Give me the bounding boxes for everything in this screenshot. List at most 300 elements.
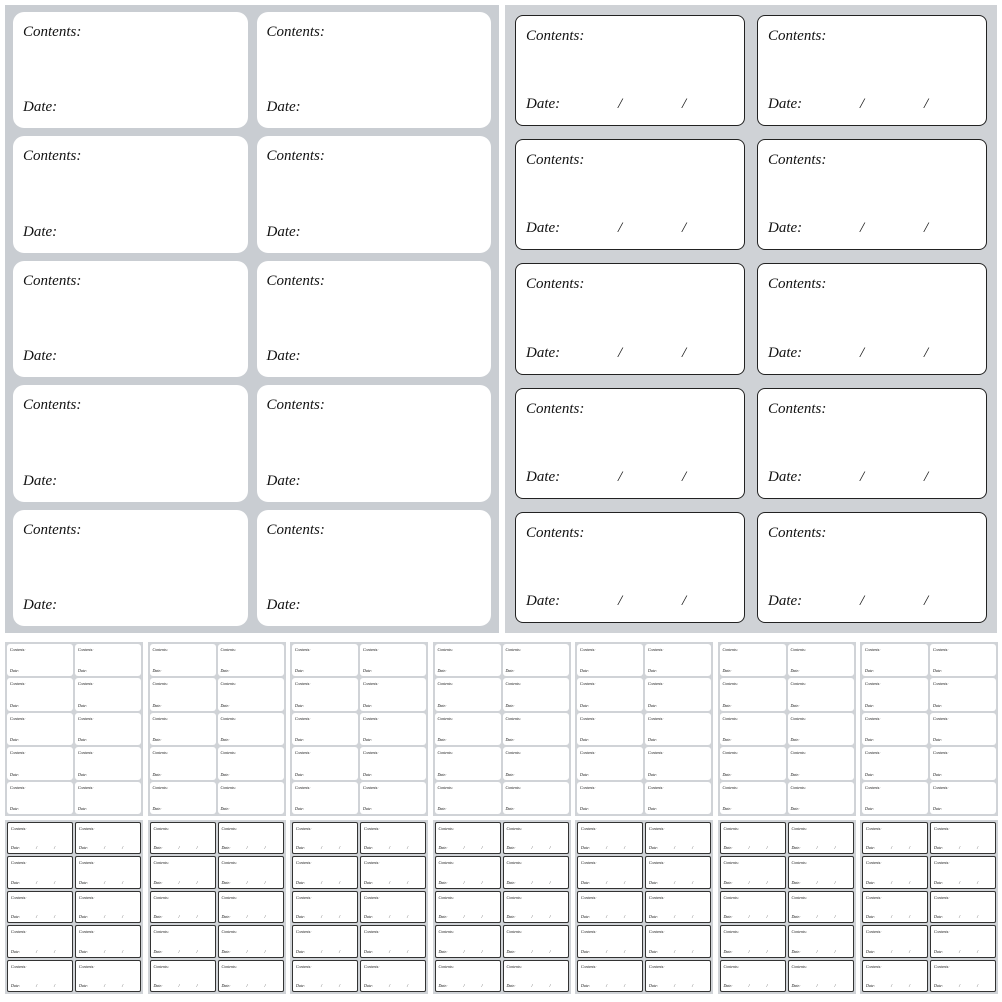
contents-label: Contents: xyxy=(506,963,523,969)
date-slash: / xyxy=(264,982,266,988)
date-slash: / xyxy=(674,845,676,851)
contents-label: Contents: xyxy=(865,784,881,790)
date-slash: / xyxy=(909,914,911,920)
date-slash: / xyxy=(682,344,687,361)
date-slash: / xyxy=(748,982,750,988)
date-label: Date: xyxy=(437,702,447,708)
storage-label xyxy=(862,960,928,992)
date-label: Date: xyxy=(768,344,803,361)
contents-label: Contents: xyxy=(266,148,325,165)
storage-label xyxy=(435,925,501,957)
date-slash: / xyxy=(682,468,687,485)
contents-label: Contents: xyxy=(363,681,379,687)
date-slash: / xyxy=(674,914,676,920)
contents-label: Contents: xyxy=(10,681,26,687)
contents-label: Contents: xyxy=(364,894,380,900)
storage-label xyxy=(862,891,928,923)
contents-label: Contents: xyxy=(437,750,454,756)
date-label: Date: xyxy=(220,737,230,743)
date-slash: / xyxy=(860,96,865,113)
contents-label: Contents: xyxy=(220,715,237,721)
date-label: Date: xyxy=(23,223,58,240)
thumbnail-sheet-bordered xyxy=(433,820,571,994)
date-slash: / xyxy=(321,845,323,851)
storage-label xyxy=(862,782,928,814)
date-slash: / xyxy=(606,845,608,851)
date-label: Date: xyxy=(221,879,231,885)
date-slash: / xyxy=(104,914,106,920)
date-label: Date: xyxy=(865,771,875,777)
date-label: Date: xyxy=(11,879,21,885)
date-slash: / xyxy=(389,845,391,851)
contents-label: Contents: xyxy=(791,826,808,831)
date-slash: / xyxy=(122,948,124,954)
date-slash: / xyxy=(891,879,893,885)
date-label: Date: xyxy=(581,845,591,851)
storage-label xyxy=(218,822,284,854)
storage-label xyxy=(930,782,996,814)
thumbnail-sheet-plain xyxy=(5,642,143,816)
date-label: Date: xyxy=(266,223,301,240)
date-label: Date: xyxy=(580,702,590,708)
storage-label xyxy=(150,925,216,957)
label-sheet-bordered xyxy=(505,5,997,633)
date-label: Date: xyxy=(768,220,803,237)
date-label: Date: xyxy=(266,348,301,365)
thumbnail-sheet-plain xyxy=(148,642,286,816)
storage-label xyxy=(930,713,996,745)
contents-label: Contents: xyxy=(11,826,27,831)
contents-label: Contents: xyxy=(363,750,379,756)
storage-label xyxy=(645,747,711,779)
storage-label xyxy=(930,822,996,854)
storage-label xyxy=(75,644,141,676)
contents-label: Contents: xyxy=(505,681,522,687)
date-slash: / xyxy=(624,845,626,851)
date-slash: / xyxy=(481,845,483,851)
storage-label xyxy=(503,747,569,779)
storage-label xyxy=(515,512,745,623)
date-slash: / xyxy=(816,845,818,851)
contents-label: Contents: xyxy=(220,784,237,790)
date-slash: / xyxy=(860,220,865,237)
date-slash: / xyxy=(104,879,106,885)
date-slash: / xyxy=(463,879,465,885)
date-label: Date: xyxy=(221,845,231,851)
storage-label xyxy=(13,12,248,128)
date-label: Date: xyxy=(526,220,561,237)
date-label: Date: xyxy=(295,702,305,708)
date-label: Date: xyxy=(79,982,89,988)
contents-label: Contents: xyxy=(153,894,170,900)
contents-label: Contents: xyxy=(580,715,596,721)
date-label: Date: xyxy=(152,771,162,777)
date-slash: / xyxy=(624,914,626,920)
contents-label: Contents: xyxy=(649,929,665,935)
date-slash: / xyxy=(977,914,979,920)
date-slash: / xyxy=(959,948,961,954)
contents-label: Contents: xyxy=(295,784,311,790)
date-label: Date: xyxy=(363,805,373,811)
date-slash: / xyxy=(606,879,608,885)
date-label: Date: xyxy=(723,914,733,920)
contents-label: Contents: xyxy=(266,397,325,414)
contents-label: Contents: xyxy=(364,963,380,969)
date-slash: / xyxy=(618,220,623,237)
date-label: Date: xyxy=(505,737,515,743)
date-slash: / xyxy=(977,948,979,954)
date-slash: / xyxy=(692,948,694,954)
date-label: Date: xyxy=(581,914,591,920)
contents-label: Contents: xyxy=(23,24,82,40)
storage-label xyxy=(7,856,73,888)
thumbnail-sheet-plain xyxy=(433,642,571,816)
contents-label: Contents: xyxy=(934,826,950,831)
date-label: Date: xyxy=(866,948,876,954)
storage-label xyxy=(645,925,711,957)
date-label: Date: xyxy=(438,845,448,851)
date-slash: / xyxy=(834,845,836,851)
contents-label: Contents: xyxy=(768,400,827,417)
contents-label: Contents: xyxy=(768,152,827,169)
storage-label xyxy=(788,960,854,992)
date-label: Date: xyxy=(934,879,944,885)
storage-label xyxy=(645,891,711,923)
storage-label xyxy=(435,960,501,992)
date-label: Date: xyxy=(865,668,875,674)
storage-label xyxy=(577,713,643,745)
thumbnail-sheet-bordered xyxy=(5,820,143,994)
storage-label xyxy=(577,782,643,814)
date-label: Date: xyxy=(11,845,21,851)
date-slash: / xyxy=(674,982,676,988)
storage-label xyxy=(930,856,996,888)
date-slash: / xyxy=(463,982,465,988)
date-slash: / xyxy=(264,948,266,954)
storage-label xyxy=(645,856,711,888)
date-slash: / xyxy=(909,948,911,954)
storage-label xyxy=(788,925,854,957)
storage-label xyxy=(435,782,501,814)
storage-label xyxy=(75,891,141,923)
date-label: Date: xyxy=(295,737,305,743)
contents-label: Contents: xyxy=(505,715,522,721)
contents-label: Contents: xyxy=(723,826,740,831)
contents-label: Contents: xyxy=(364,929,380,935)
date-label: Date: xyxy=(220,668,230,674)
thumbnail-sheet-bordered xyxy=(575,820,713,994)
date-slash: / xyxy=(54,948,56,954)
date-slash: / xyxy=(531,879,533,885)
date-slash: / xyxy=(860,468,865,485)
date-label: Date: xyxy=(296,845,306,851)
date-slash: / xyxy=(549,948,551,954)
date-slash: / xyxy=(196,982,198,988)
storage-label xyxy=(930,644,996,676)
date-label: Date: xyxy=(722,737,732,743)
thumbnail-sheet-bordered xyxy=(148,820,286,994)
date-slash: / xyxy=(618,592,623,609)
contents-label: Contents: xyxy=(723,860,740,866)
date-slash: / xyxy=(389,879,391,885)
date-slash: / xyxy=(816,914,818,920)
date-label: Date: xyxy=(933,737,943,743)
storage-label xyxy=(577,644,643,676)
date-label: Date: xyxy=(23,348,58,365)
date-label: Date: xyxy=(791,845,801,851)
date-slash: / xyxy=(531,948,533,954)
date-label: Date: xyxy=(364,982,374,988)
date-label: Date: xyxy=(10,702,20,708)
contents-label: Contents: xyxy=(722,647,739,652)
contents-label: Contents: xyxy=(79,860,95,866)
date-slash: / xyxy=(122,982,124,988)
date-label: Date: xyxy=(10,668,20,674)
storage-label xyxy=(75,856,141,888)
date-label: Date: xyxy=(581,879,591,885)
date-slash: / xyxy=(624,982,626,988)
contents-label: Contents: xyxy=(152,750,169,756)
contents-label: Contents: xyxy=(723,894,740,900)
date-label: Date: xyxy=(506,982,516,988)
storage-label xyxy=(720,678,786,710)
date-slash: / xyxy=(389,948,391,954)
date-label: Date: xyxy=(791,948,801,954)
thumbnail-sheet-plain xyxy=(860,642,998,816)
date-slash: / xyxy=(624,948,626,954)
contents-label: Contents: xyxy=(866,963,882,969)
date-slash: / xyxy=(246,879,248,885)
storage-label xyxy=(435,713,501,745)
contents-label: Contents: xyxy=(152,784,169,790)
contents-label: Contents: xyxy=(791,860,808,866)
contents-label: Contents: xyxy=(648,784,664,790)
contents-label: Contents: xyxy=(506,860,523,866)
date-label: Date: xyxy=(866,879,876,885)
date-slash: / xyxy=(339,914,341,920)
contents-label: Contents: xyxy=(295,715,311,721)
contents-label: Contents: xyxy=(526,400,585,417)
storage-label xyxy=(503,713,569,745)
date-label: Date: xyxy=(506,914,516,920)
date-slash: / xyxy=(36,982,38,988)
date-label: Date: xyxy=(933,668,943,674)
date-slash: / xyxy=(924,96,929,113)
storage-label xyxy=(720,747,786,779)
date-slash: / xyxy=(407,982,409,988)
date-label: Date: xyxy=(580,668,590,674)
date-label: Date: xyxy=(10,805,20,811)
storage-label xyxy=(720,925,786,957)
contents-label: Contents: xyxy=(581,963,597,969)
date-label: Date: xyxy=(438,879,448,885)
contents-label: Contents: xyxy=(79,963,95,969)
date-label: Date: xyxy=(437,771,447,777)
date-label: Date: xyxy=(768,96,803,113)
storage-label xyxy=(75,713,141,745)
storage-label xyxy=(720,822,786,854)
storage-label xyxy=(862,856,928,888)
date-label: Date: xyxy=(152,702,162,708)
storage-label xyxy=(257,385,492,501)
contents-label: Contents: xyxy=(506,826,523,831)
date-slash: / xyxy=(766,948,768,954)
date-slash: / xyxy=(909,845,911,851)
storage-label xyxy=(150,713,216,745)
storage-label xyxy=(720,782,786,814)
storage-label xyxy=(7,713,73,745)
date-label: Date: xyxy=(580,771,590,777)
contents-label: Contents: xyxy=(506,894,523,900)
contents-label: Contents: xyxy=(505,784,522,790)
storage-label xyxy=(7,747,73,779)
date-slash: / xyxy=(196,845,198,851)
storage-label xyxy=(292,925,358,957)
storage-label xyxy=(218,960,284,992)
date-label: Date: xyxy=(364,914,374,920)
storage-label xyxy=(862,822,928,854)
date-slash: / xyxy=(977,879,979,885)
contents-label: Contents: xyxy=(78,681,94,687)
contents-label: Contents: xyxy=(10,750,26,756)
date-slash: / xyxy=(178,879,180,885)
date-label: Date: xyxy=(506,845,516,851)
date-slash: / xyxy=(54,879,56,885)
date-label: Date: xyxy=(220,702,230,708)
storage-label xyxy=(645,960,711,992)
date-slash: / xyxy=(122,845,124,851)
date-slash: / xyxy=(816,982,818,988)
storage-label xyxy=(150,782,216,814)
storage-label xyxy=(645,713,711,745)
contents-label: Contents: xyxy=(266,521,325,538)
contents-label: Contents: xyxy=(505,647,522,652)
storage-label xyxy=(257,136,492,252)
storage-label xyxy=(75,925,141,957)
date-label: Date: xyxy=(649,879,659,885)
date-label: Date: xyxy=(723,982,733,988)
date-slash: / xyxy=(891,948,893,954)
date-label: Date: xyxy=(790,737,800,743)
date-slash: / xyxy=(54,982,56,988)
date-label: Date: xyxy=(790,771,800,777)
date-label: Date: xyxy=(78,805,88,811)
storage-label xyxy=(757,512,987,623)
date-label: Date: xyxy=(78,771,88,777)
storage-label xyxy=(862,644,928,676)
contents-label: Contents: xyxy=(581,929,597,935)
date-label: Date: xyxy=(934,914,944,920)
storage-label xyxy=(503,891,569,923)
storage-label xyxy=(150,678,216,710)
storage-label xyxy=(577,856,643,888)
contents-label: Contents: xyxy=(865,681,881,687)
date-label: Date: xyxy=(580,737,590,743)
contents-label: Contents: xyxy=(363,647,379,652)
date-slash: / xyxy=(246,948,248,954)
date-slash: / xyxy=(959,845,961,851)
date-label: Date: xyxy=(934,948,944,954)
contents-label: Contents: xyxy=(526,28,585,44)
date-label: Date: xyxy=(649,948,659,954)
date-slash: / xyxy=(549,845,551,851)
date-slash: / xyxy=(977,982,979,988)
storage-label xyxy=(645,644,711,676)
date-label: Date: xyxy=(506,948,516,954)
contents-label: Contents: xyxy=(221,963,238,969)
contents-label: Contents: xyxy=(722,784,739,790)
storage-label xyxy=(360,782,426,814)
date-slash: / xyxy=(463,914,465,920)
date-slash: / xyxy=(692,845,694,851)
contents-label: Contents: xyxy=(437,784,454,790)
date-slash: / xyxy=(959,879,961,885)
date-label: Date: xyxy=(364,948,374,954)
date-label: Date: xyxy=(23,99,58,116)
date-label: Date: xyxy=(364,845,374,851)
date-label: Date: xyxy=(722,805,732,811)
date-label: Date: xyxy=(296,982,306,988)
storage-label xyxy=(788,822,854,854)
date-label: Date: xyxy=(79,948,89,954)
date-slash: / xyxy=(54,914,56,920)
date-slash: / xyxy=(178,845,180,851)
date-label: Date: xyxy=(153,914,163,920)
date-slash: / xyxy=(549,914,551,920)
contents-label: Contents: xyxy=(526,152,585,169)
contents-label: Contents: xyxy=(790,750,807,756)
contents-label: Contents: xyxy=(866,826,882,831)
storage-label xyxy=(645,678,711,710)
storage-label xyxy=(75,782,141,814)
storage-label xyxy=(360,644,426,676)
date-slash: / xyxy=(36,914,38,920)
thumbnail-sheet-plain xyxy=(718,642,856,816)
date-slash: / xyxy=(766,982,768,988)
contents-label: Contents: xyxy=(866,860,882,866)
storage-label xyxy=(435,678,501,710)
date-label: Date: xyxy=(934,845,944,851)
storage-label xyxy=(150,747,216,779)
date-label: Date: xyxy=(648,737,658,743)
storage-label xyxy=(75,960,141,992)
storage-label xyxy=(360,960,426,992)
storage-label xyxy=(435,856,501,888)
date-label: Date: xyxy=(438,914,448,920)
contents-label: Contents: xyxy=(221,826,238,831)
thumbnail-sheet-bordered xyxy=(860,820,998,994)
date-label: Date: xyxy=(505,702,515,708)
storage-label xyxy=(577,925,643,957)
date-label: Date: xyxy=(295,805,305,811)
contents-label: Contents: xyxy=(437,715,454,721)
date-label: Date: xyxy=(933,771,943,777)
date-slash: / xyxy=(36,948,38,954)
storage-label xyxy=(257,261,492,377)
date-slash: / xyxy=(264,845,266,851)
contents-label: Contents: xyxy=(649,826,665,831)
storage-label xyxy=(257,12,492,128)
date-slash: / xyxy=(54,845,56,851)
thumbnail-sheet-bordered xyxy=(290,820,428,994)
date-slash: / xyxy=(624,879,626,885)
contents-label: Contents: xyxy=(934,963,950,969)
contents-label: Contents: xyxy=(220,750,237,756)
thumbnail-sheet-plain xyxy=(290,642,428,816)
storage-label xyxy=(862,678,928,710)
storage-label xyxy=(503,644,569,676)
contents-label: Contents: xyxy=(437,647,454,652)
